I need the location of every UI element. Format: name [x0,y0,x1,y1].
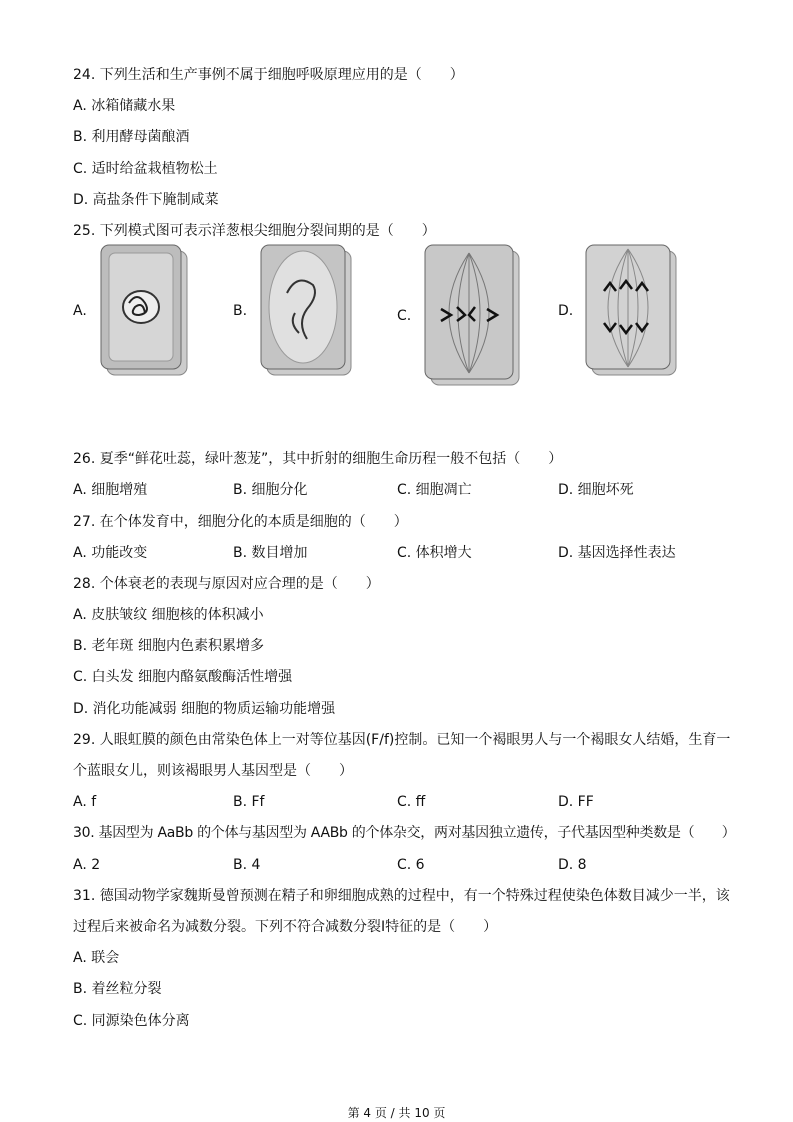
option-27-b: B. 数目增加 [233,544,308,561]
option-26-a: A. 细胞增殖 [73,482,148,499]
option-27-c: C. 体积增大 [397,544,472,561]
option-28-b: B. 老年斑 细胞内色素积累增多 [73,638,264,655]
option-24-c: C. 适时给盆栽植物松土 [73,160,218,177]
question-26-stem: 26. 夏季“鲜花吐蕊，绿叶葱茏”，其中折射的细胞生命历程一般不包括（ ） [73,451,563,468]
question-24-stem: 24. 下列生活和生产事例不属于细胞呼吸原理应用的是（ ） [73,67,464,83]
question-31-stem-cont: 过程后来被命名为减数分裂。下列不符合减数分裂Ⅰ特征的是（ ） [73,918,498,935]
option-30-c: C. 6 [397,856,425,873]
question-27-stem: 27. 在个体发育中，细胞分化的本质是细胞的（ ） [73,513,408,530]
exam-page [73,64,736,1041]
option-31-c: C. 同源染色体分离 [73,1012,190,1029]
option-31-a: A. 联会 [73,950,120,967]
option-29-b: B. Ff [233,794,265,811]
figure-a-label: A. [73,302,87,319]
option-28-c: C. 白头发 细胞内酪氨酸酶活性增强 [73,669,293,686]
figure-a [73,243,189,378]
question-28-stem: 28. 个体衰老的表现与原因对应合理的是（ ） [73,575,380,592]
option-29-c: C. ff [397,794,426,811]
page-footer: 第 4 页 / 共 10 页 [347,1106,446,1120]
option-26-d: D. 细胞坏死 [558,482,634,499]
anaphase-cell-image [584,243,679,378]
cell-figures [73,251,733,448]
question-29-options [73,791,733,822]
option-29-a: A. f [73,794,97,811]
option-30-a: A. 2 [73,856,101,873]
question-29-stem: 29. 人眼虹膜的颜色由常染色体上一对等位基因(F/f)控制。已知一个褐眼男人与一个褐眼女人结婚，生育一 [73,731,731,748]
option-26-c: C. 细胞凋亡 [397,482,472,499]
option-28-a: A. 皮肤皱纹 细胞核的体积减小 [73,607,264,624]
question-30-options [73,854,733,885]
figure-b-label: B. [233,302,248,319]
option-28-d: D. 消化功能减弱 细胞的物质运输功能增强 [73,700,336,717]
option-24-a: A. 冰箱储藏水果 [73,98,176,115]
figure-c-label: C. [397,307,412,324]
option-24-b: B. 利用酵母菌酿酒 [73,129,190,146]
option-29-d: D. FF [558,794,594,811]
option-26-b: B. 细胞分化 [233,482,308,499]
interphase-cell-image [99,243,189,378]
question-25-stem: 25. 下列模式图可表示洋葱根尖细胞分裂间期的是（ ） [73,222,436,239]
option-30-d: D. 8 [558,856,587,873]
question-27-options [73,542,733,573]
prophase-cell-image [259,243,354,378]
option-30-b: B. 4 [233,856,261,873]
figure-d [558,243,679,378]
figure-d-label: D. [558,302,574,319]
question-26-options [73,479,733,510]
question-29-stem-cont: 个蓝眼女儿，则该褐眼男人基因型是（ ） [73,763,353,779]
figure-c [397,243,523,388]
metaphase-cell-image [423,243,523,388]
option-27-d: D. 基因选择性表达 [558,544,676,561]
option-24-d: D. 高盐条件下腌制咸菜 [73,191,219,208]
figure-b [233,243,354,378]
option-27-a: A. 功能改变 [73,544,148,561]
question-31-stem: 31. 德国动物学家魏斯曼曾预测在精子和卵细胞成熟的过程中，有一个特殊过程使染色体数目减少一半，该 [73,887,730,904]
question-30-stem: 30. 基因型为 AaBb 的个体与基因型为 AABb 的个体杂交，两对基因独立遗传，子代基因型种类数是（ ） [73,825,736,842]
option-31-b: B. 着丝粒分裂 [73,981,162,998]
